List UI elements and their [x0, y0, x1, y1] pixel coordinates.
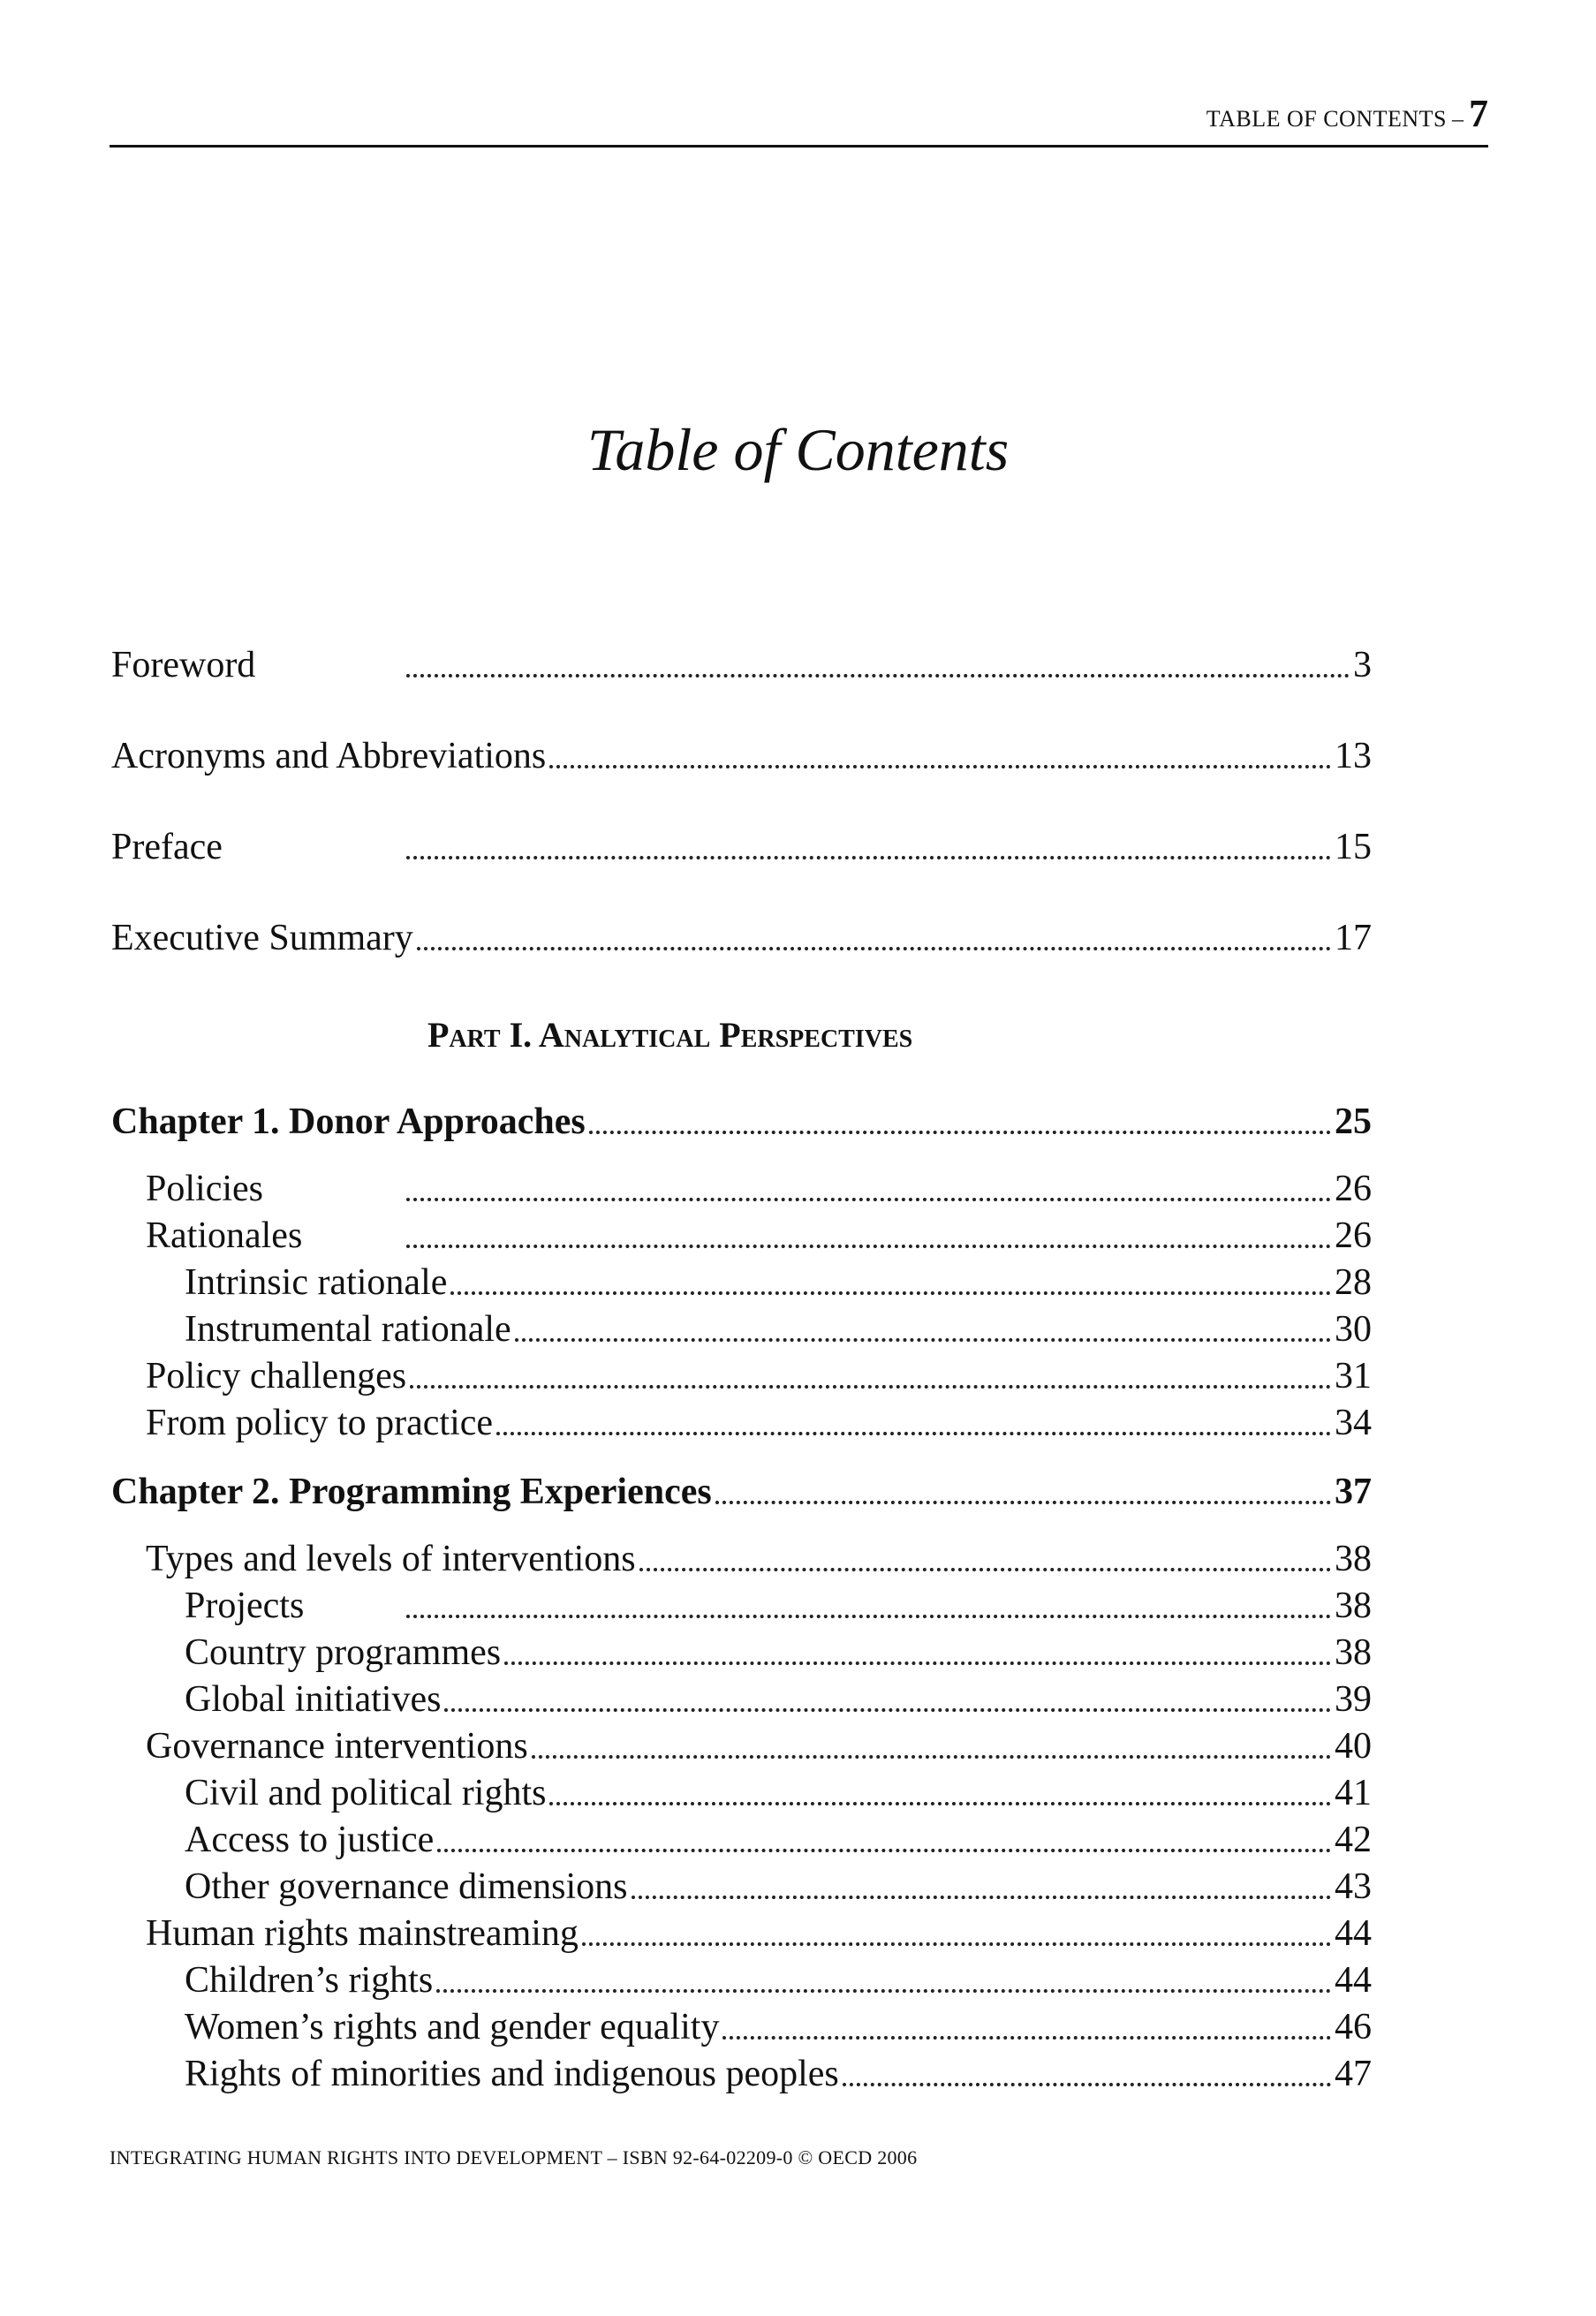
dot-leader: [632, 1896, 1331, 1899]
toc-chapter-label: Chapter 2. Programming Experiences: [111, 1472, 712, 1512]
toc-entry-page: 42: [1335, 1820, 1372, 1860]
page-title: Table of Contents: [586, 416, 1010, 483]
toc-entry-label: Policies: [146, 1169, 263, 1209]
toc-entry-page: 3: [1353, 645, 1372, 685]
toc-chapter-page: 37: [1335, 1472, 1372, 1512]
toc-entry-page: 44: [1335, 1913, 1372, 1954]
dot-leader: [436, 1989, 1331, 1993]
toc-entry-page: 38: [1335, 1586, 1372, 1626]
dot-leader: [437, 1849, 1331, 1852]
toc-entry-label: Civil and political rights: [185, 1773, 547, 1813]
toc-entry-policies[interactable]: [146, 1167, 1372, 1211]
toc-entry-global-initiatives[interactable]: [185, 1677, 1372, 1722]
toc-entry-page: 30: [1335, 1309, 1372, 1350]
toc-entry-country-programmes[interactable]: [185, 1631, 1372, 1675]
dot-leader: [515, 1338, 1331, 1342]
toc-entry-governance-interventions[interactable]: [146, 1724, 1372, 1768]
toc-entry-page: 15: [1335, 827, 1372, 867]
dot-leader: [589, 1131, 1331, 1134]
toc-entry-types-and-levels[interactable]: [146, 1537, 1372, 1581]
toc-entry-label: Human rights mainstreaming: [146, 1913, 579, 1954]
running-header-label: TABLE OF CONTENTS: [1206, 106, 1447, 132]
toc-entry-page: 43: [1335, 1866, 1372, 1907]
toc-entry-label: Rationales: [146, 1215, 303, 1256]
toc-entry-label: Governance interventions: [146, 1726, 528, 1767]
dot-leader: [444, 1708, 1331, 1712]
toc-entry-executive-summary[interactable]: [111, 916, 1372, 960]
dot-leader: [504, 1661, 1331, 1665]
toc-entry-page: 31: [1335, 1356, 1372, 1396]
dot-leader: [843, 2083, 1331, 2086]
toc-entry-acronyms[interactable]: [111, 734, 1372, 778]
dot-leader: [417, 947, 1331, 950]
toc-entry-projects[interactable]: [185, 1584, 1372, 1628]
toc-entry-other-governance-dimensions[interactable]: [185, 1865, 1372, 1909]
part-heading: [427, 1014, 912, 1056]
toc-entry-access-to-justice[interactable]: [185, 1818, 1372, 1862]
toc-entry-page: 46: [1335, 2007, 1372, 2047]
dot-leader: [549, 765, 1331, 768]
running-header-separator: –: [1452, 106, 1464, 132]
toc-entry-page: 34: [1335, 1403, 1372, 1443]
dot-leader: [722, 2036, 1331, 2040]
toc-entry-page: 47: [1335, 2054, 1372, 2094]
toc-entry-label: Global initiatives: [185, 1679, 442, 1720]
toc-entry-civil-and-political-rights[interactable]: [185, 1771, 1372, 1815]
toc-entry-foreword[interactable]: [111, 643, 1372, 687]
toc-entry-rights-of-minorities[interactable]: [185, 2052, 1372, 2096]
toc-entry-label: Country programmes: [185, 1632, 502, 1673]
toc-entry-page: 40: [1335, 1726, 1372, 1767]
toc-entry-intrinsic-rationale[interactable]: [185, 1260, 1372, 1305]
dot-leader: [715, 1501, 1331, 1504]
part-heading-text: Part I. Analytical Perspectives: [427, 1015, 913, 1055]
toc-entry-from-policy-to-practice[interactable]: [146, 1401, 1372, 1445]
toc-entry-page: 41: [1335, 1773, 1372, 1813]
toc-chapter-page: 25: [1335, 1101, 1372, 1142]
toc-entry-childrens-rights[interactable]: [185, 1958, 1372, 2002]
toc-entry-label: Preface: [111, 827, 223, 867]
toc-entry-label: Projects: [185, 1586, 305, 1626]
toc-entry-label: Rights of minorities and indigenous peoples: [185, 2054, 839, 2094]
toc-entry-womens-rights[interactable]: [185, 2005, 1372, 2049]
toc-entry-rationales[interactable]: [146, 1214, 1372, 1258]
toc-chapter-2[interactable]: [111, 1470, 1372, 1514]
dot-leader: [406, 1198, 1331, 1201]
toc-entry-page: 39: [1335, 1679, 1372, 1720]
dot-leader: [450, 1291, 1331, 1295]
dot-leader: [406, 674, 1350, 677]
page-number: 7: [1469, 92, 1488, 135]
toc-entry-policy-challenges[interactable]: [146, 1354, 1372, 1398]
toc-entry-page: 44: [1335, 1960, 1372, 2001]
toc-entry-page: 38: [1335, 1632, 1372, 1673]
dot-leader: [406, 1615, 1331, 1618]
toc-entry-label: Foreword: [111, 645, 256, 685]
toc-entry-page: 26: [1335, 1169, 1372, 1209]
toc-entry-label: Executive Summary: [111, 918, 413, 958]
toc-entry-page: 17: [1335, 918, 1372, 958]
dot-leader: [496, 1432, 1331, 1435]
dot-leader: [532, 1755, 1331, 1759]
toc-entry-label: Instrumental rationale: [185, 1309, 511, 1350]
toc-entry-page: 38: [1335, 1539, 1372, 1579]
toc-entry-page: 26: [1335, 1215, 1372, 1256]
toc-entry-label: Women’s rights and gender equality: [185, 2007, 720, 2047]
toc-entry-label: Policy challenges: [146, 1356, 407, 1396]
page-footer: INTEGRATING HUMAN RIGHTS INTO DEVELOPMENT – ISBN 92-64-02209-0 © OECD 2006: [110, 2146, 918, 2168]
toc-entry-page: 13: [1335, 736, 1372, 776]
toc-entry-instrumental-rationale[interactable]: [185, 1307, 1372, 1351]
dot-leader: [549, 1802, 1331, 1805]
toc-entry-page: 28: [1335, 1262, 1372, 1303]
toc-entry-preface[interactable]: [111, 825, 1372, 869]
dot-leader: [639, 1568, 1331, 1571]
dot-leader: [406, 1245, 1331, 1248]
toc-entry-label: Access to justice: [185, 1820, 435, 1860]
toc-entry-label: Other governance dimensions: [185, 1866, 628, 1907]
toc-entry-label: Types and levels of interventions: [146, 1539, 636, 1579]
toc-chapter-label: Chapter 1. Donor Approaches: [111, 1101, 586, 1142]
toc-entry-label: Acronyms and Abbreviations: [111, 736, 547, 776]
toc-entry-label: Intrinsic rationale: [185, 1262, 448, 1303]
toc-entry-human-rights-mainstreaming[interactable]: [146, 1911, 1372, 1956]
toc-entry-label: From policy to practice: [146, 1403, 494, 1443]
dot-leader: [406, 856, 1331, 859]
dot-leader: [410, 1385, 1331, 1389]
dot-leader: [582, 1942, 1331, 1946]
toc-entry-label: Children’s rights: [185, 1960, 434, 2001]
toc-chapter-1[interactable]: [111, 1100, 1372, 1144]
